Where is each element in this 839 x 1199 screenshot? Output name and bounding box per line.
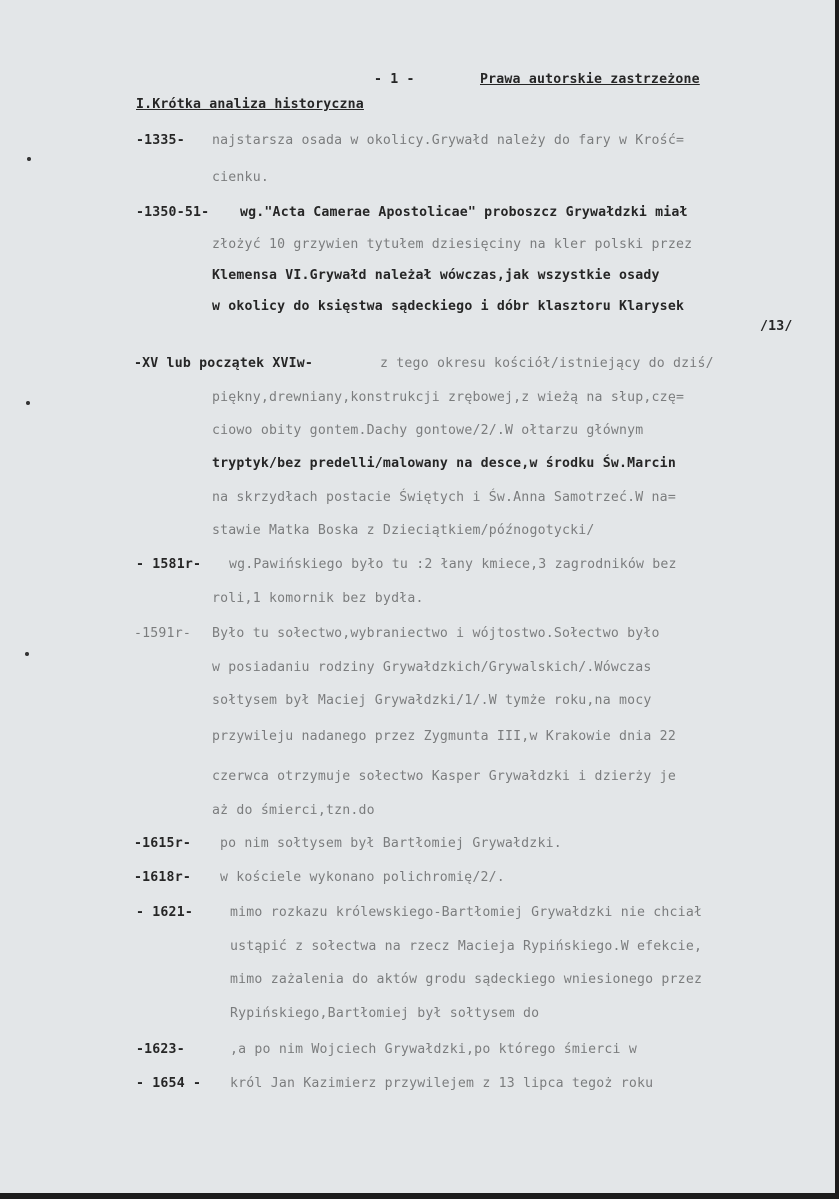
entry-text-line: ciowo obity gontem.Dachy gontowe/2/.W ołtarzu głównym (212, 423, 644, 438)
entry-year: -XV lub początek XVIw- (134, 356, 314, 371)
entry-text-line: mimo zażalenia do aktów grodu sądeckiego wniesionego przez (230, 972, 703, 987)
entry-text-line: czerwca otrzymuje sołectwo Kasper Grywałdzki i dzierży je (212, 769, 676, 784)
entry-text-line: stawie Matka Boska z Dzieciątkiem/późnogotycki/ (212, 523, 595, 538)
entry-text-line: mimo rozkazu królewskiego-Bartłomiej Grywałdzki nie chciał (230, 905, 703, 920)
entry-year: - 1654 - (136, 1076, 202, 1091)
copyright-notice: Prawa autorskie zastrzeżone (480, 72, 700, 87)
entry-year: -1623- (136, 1042, 185, 1057)
entry-text-line: Klemensa VI.Grywałd należał wówczas,jak wszystkie osady (212, 268, 660, 283)
punch-hole-1 (27, 157, 31, 161)
punch-hole-3 (25, 652, 29, 656)
entry-text-line: król Jan Kazimierz przywilejem z 13 lipca tegoż roku (230, 1076, 654, 1091)
entry-text-line: ,a po nim Wojciech Grywałdzki,po którego śmierci w (230, 1042, 637, 1057)
entry-text-line: w kościele wykonano polichromię/2/. (220, 870, 505, 885)
entry-text-line: złożyć 10 grzywien tytułem dziesięciny na kler polski przez (212, 237, 693, 252)
entry-text-line: ustąpić z sołectwa na rzecz Macieja Rypińskiego.W efekcie, (230, 939, 703, 954)
entry-year: - 1581r- (136, 557, 202, 572)
entry-text-line: roli,1 komornik bez bydła. (212, 591, 424, 606)
entry-text-line: przywileju nadanego przez Zygmunta III,w Krakowie dnia 22 (212, 729, 676, 744)
entry-text-line: aż do śmierci,tzn.do (212, 803, 375, 818)
entry-text-line: Rypińskiego,Bartłomiej był sołtysem do (230, 1006, 540, 1021)
entry-year: - 1621- (136, 905, 193, 920)
entry-year: -1618r- (134, 870, 191, 885)
entry-text-line: cienku. (212, 170, 269, 185)
entry-year: -1615r- (134, 836, 191, 851)
entry-year: -1591r- (134, 626, 191, 641)
entry-text-line: sołtysem był Maciej Grywałdzki/1/.W tymże roku,na mocy (212, 693, 652, 708)
entry-year: -1350-51- (136, 205, 210, 220)
entry-text-line: najstarsza osada w okolicy.Grywałd należy do fary w Krość= (212, 133, 685, 148)
page-number: - 1 - (374, 72, 415, 87)
section-title: I.Krótka analiza historyczna (136, 97, 364, 112)
entry-text-line: /13/ (760, 319, 793, 334)
entry-text-line: na skrzydłach postacie Świętych i Św.Anna Samotrzeć.W na= (212, 490, 676, 505)
entry-text-line: w posiadaniu rodziny Grywałdzkich/Grywalskich/.Wówczas (212, 660, 652, 675)
entry-text-line: z tego okresu kościół/istniejący do dziś/ (380, 356, 714, 371)
entry-text-line: po nim sołtysem był Bartłomiej Grywałdzki. (220, 836, 562, 851)
entry-text-line: wg."Acta Camerae Apostolicae" proboszcz Grywałdzki miał (240, 205, 688, 220)
entry-text-line: piękny,drewniany,konstrukcji zrębowej,z wieżą na słup,czę= (212, 390, 685, 405)
entry-text-line: w okolicy do księstwa sądeckiego i dóbr klasztoru Klarysek (212, 299, 685, 314)
entry-text-line: Było tu sołectwo,wybraniectwo i wójtostwo.Sołectwo było (212, 626, 660, 641)
entry-year: -1335- (136, 133, 185, 148)
entry-text-line: wg.Pawińskiego było tu :2 łany kmiece,3 zagrodników bez (229, 557, 677, 572)
entry-text-line: tryptyk/bez predelli/malowany na desce,w środku Św.Marcin (212, 456, 676, 471)
punch-hole-2 (26, 401, 30, 405)
